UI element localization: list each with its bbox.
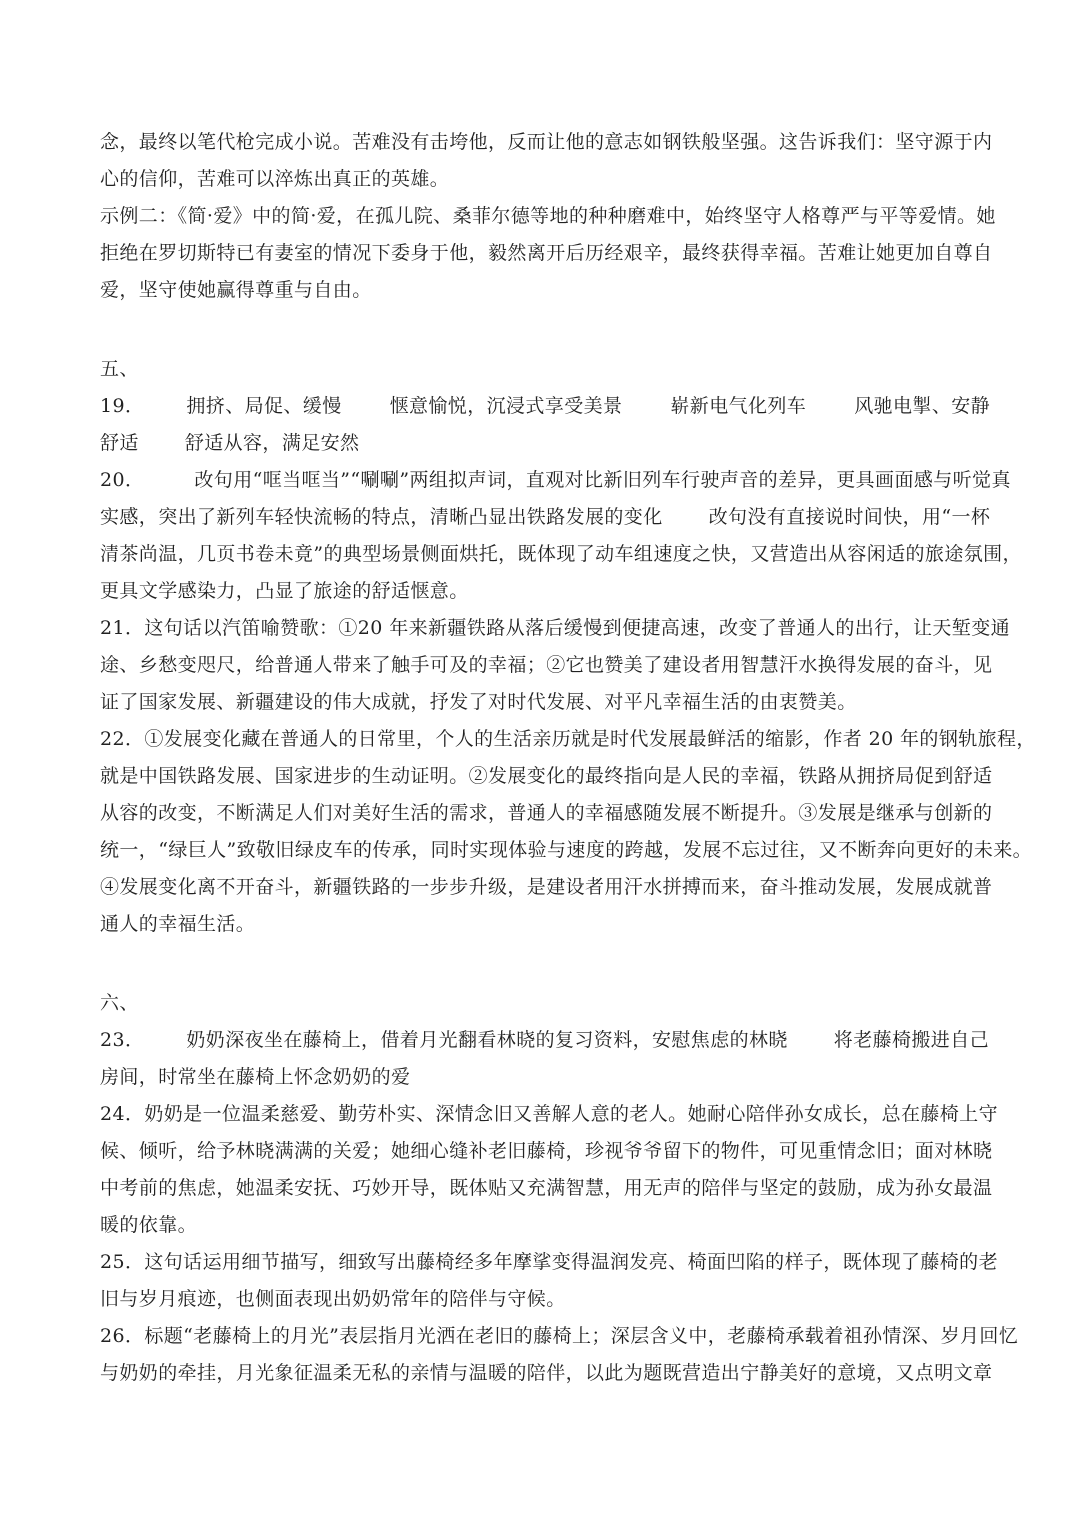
answer-part: 实感，突出了新列车轻快流畅的特点，清晰凸显出铁路发展的变化	[100, 506, 663, 528]
text-line: 26．标题“老藤椅上的月光”表层指月光洒在老旧的藤椅上；深层含义中，老藤椅承载着祖孙情深、岁月回忆	[100, 1325, 1019, 1347]
text-line: 拒绝在罗切斯特已有妻室的情况下委身于他，毅然离开后历经艰辛，最终获得幸福。苦难让她更加自尊自	[100, 242, 993, 264]
answer-26	[100, 1318, 1019, 1392]
answer-21	[100, 610, 1010, 721]
text-line: 途、乡愁变咫尺，给普通人带来了触手可及的幸福；②它也赞美了建设者用智慧汗水换得发展的奋斗，见	[100, 654, 993, 676]
text-line: 心的信仰，苦难可以淬炼出真正的英雄。	[100, 168, 450, 190]
text-line: 候、倾听，给予林晓满满的关爱；她细心缝补老旧藤椅，珍视爷爷留下的物件，可见重情念旧；面对林晓	[100, 1140, 993, 1162]
text-line: 示例二：《简·爱》中的简·爱，在孤儿院、桑菲尔德等地的种种磨难中，始终坚守人格尊严与平等爱情。她	[100, 205, 996, 227]
answer-20	[100, 462, 1022, 610]
question-number: 23．	[100, 1029, 145, 1051]
text-line: 更具文学感染力，凸显了旅途的舒适惬意。	[100, 580, 469, 602]
text-line: 旧与岁月痕迹，也侧面表现出奶奶常年的陪伴与守候。	[100, 1288, 566, 1310]
text-line: 就是中国铁路发展、国家进步的生动证明。②发展变化的最终指向是人民的幸福，铁路从拥挤局促到舒适	[100, 765, 993, 787]
section-heading: 五、	[100, 358, 139, 380]
answer-part: 舒适	[100, 432, 139, 454]
text-line: 25．这句话运用细节描写，细致写出藤椅经多年摩挲变得温润发亮、椅面凹陷的样子，既体现了藤椅的老	[100, 1251, 998, 1273]
answer-part: 拥挤、局促、缓慢	[186, 395, 342, 417]
answer-part: 崭新电气化列车	[670, 395, 807, 417]
answer-part: 惬意愉悦，沉浸式享受美景	[389, 395, 623, 417]
answer-22	[100, 721, 1036, 943]
text-line: 清茶尚温，几页书卷未竟”的典型场景侧面烘托，既体现了动车组速度之快，又营造出从容闲适的旅途氛围，	[100, 543, 1022, 565]
text-line: 中考前的焦虑，她温柔安抚、巧妙开导，既体贴又充满智慧，用无声的陪伴与坚定的鼓励，成为孙女最温	[100, 1177, 993, 1199]
answer-25	[100, 1244, 998, 1318]
text-line: 24．奶奶是一位温柔慈爱、勤劳朴实、深情念旧又善解人意的老人。她耐心陪伴孙女成长，总在藤椅上守	[100, 1103, 998, 1125]
answer-part: 改句没有直接说时间快，用“一杯	[708, 506, 991, 528]
section-five	[100, 351, 1036, 943]
answer-part: 舒适从容，满足安然	[184, 432, 360, 454]
section-six	[100, 985, 1019, 1392]
answer-part: 改句用“哐当哐当”“唰唰”两组拟声词，直观对比新旧列车行驶声音的差异，更具画面感与听觉真	[194, 469, 1011, 491]
text-line: 念，最终以笔代枪完成小说。苦难没有击垮他，反而让他的意志如钢铁般坚强。这告诉我们：坚守源于内	[100, 131, 993, 153]
text-line: ④发展变化离不开奋斗，新疆铁路的一步步升级，是建设者用汗水拼搏而来，奋斗推动发展，发展成就普	[100, 876, 993, 898]
text-line: 统一，“绿巨人”致敬旧绿皮车的传承，同时实现体验与速度的跨越，发展不忘过往，又不断奔向更好的未来。	[100, 839, 1033, 861]
text-line: 暖的依靠。	[100, 1214, 198, 1236]
text-line: 从容的改变，不断满足人们对美好生活的需求，普通人的幸福感随发展不断提升。③发展是继承与创新的	[100, 802, 993, 824]
question-number: 20．	[100, 469, 145, 491]
text-line: 证了国家发展、新疆建设的伟大成就，抒发了对时代发展、对平凡幸福生活的由衷赞美。	[100, 691, 857, 713]
question-number: 19．	[100, 395, 145, 417]
text-line: 21．这句话以汽笛喻赞歌：①20 年来新疆铁路从落后缓慢到便捷高速，改变了普通人的出行，让天堑变通	[100, 617, 1010, 639]
answer-23	[100, 1022, 989, 1096]
text-line: 爱，坚守使她赢得尊重与自由。	[100, 279, 372, 301]
text-line: 通人的幸福生活。	[100, 913, 256, 935]
answer-part: 风驰电掣、安静	[854, 395, 991, 417]
text-line: 与奶奶的牵挂，月光象征温柔无私的亲情与温暖的陪伴，以此为题既营造出宁静美好的意境，又点明文章	[100, 1362, 993, 1384]
continued-answer-block	[100, 124, 996, 309]
answer-page	[100, 124, 1036, 1392]
answer-part: 将老藤椅搬进自己	[833, 1029, 989, 1051]
section-heading: 六、	[100, 992, 139, 1014]
answer-19	[100, 388, 991, 462]
text-line: 22．①发展变化藏在普通人的日常里，个人的生活亲历就是时代发展最鲜活的缩影，作者 20 年的钢轨旅程，	[100, 728, 1036, 750]
answer-24	[100, 1096, 998, 1244]
answer-part: 奶奶深夜坐在藤椅上，借着月光翻看林晓的复习资料，安慰焦虑的林晓	[186, 1029, 788, 1051]
text-line: 房间，时常坐在藤椅上怀念奶奶的爱	[100, 1066, 411, 1088]
